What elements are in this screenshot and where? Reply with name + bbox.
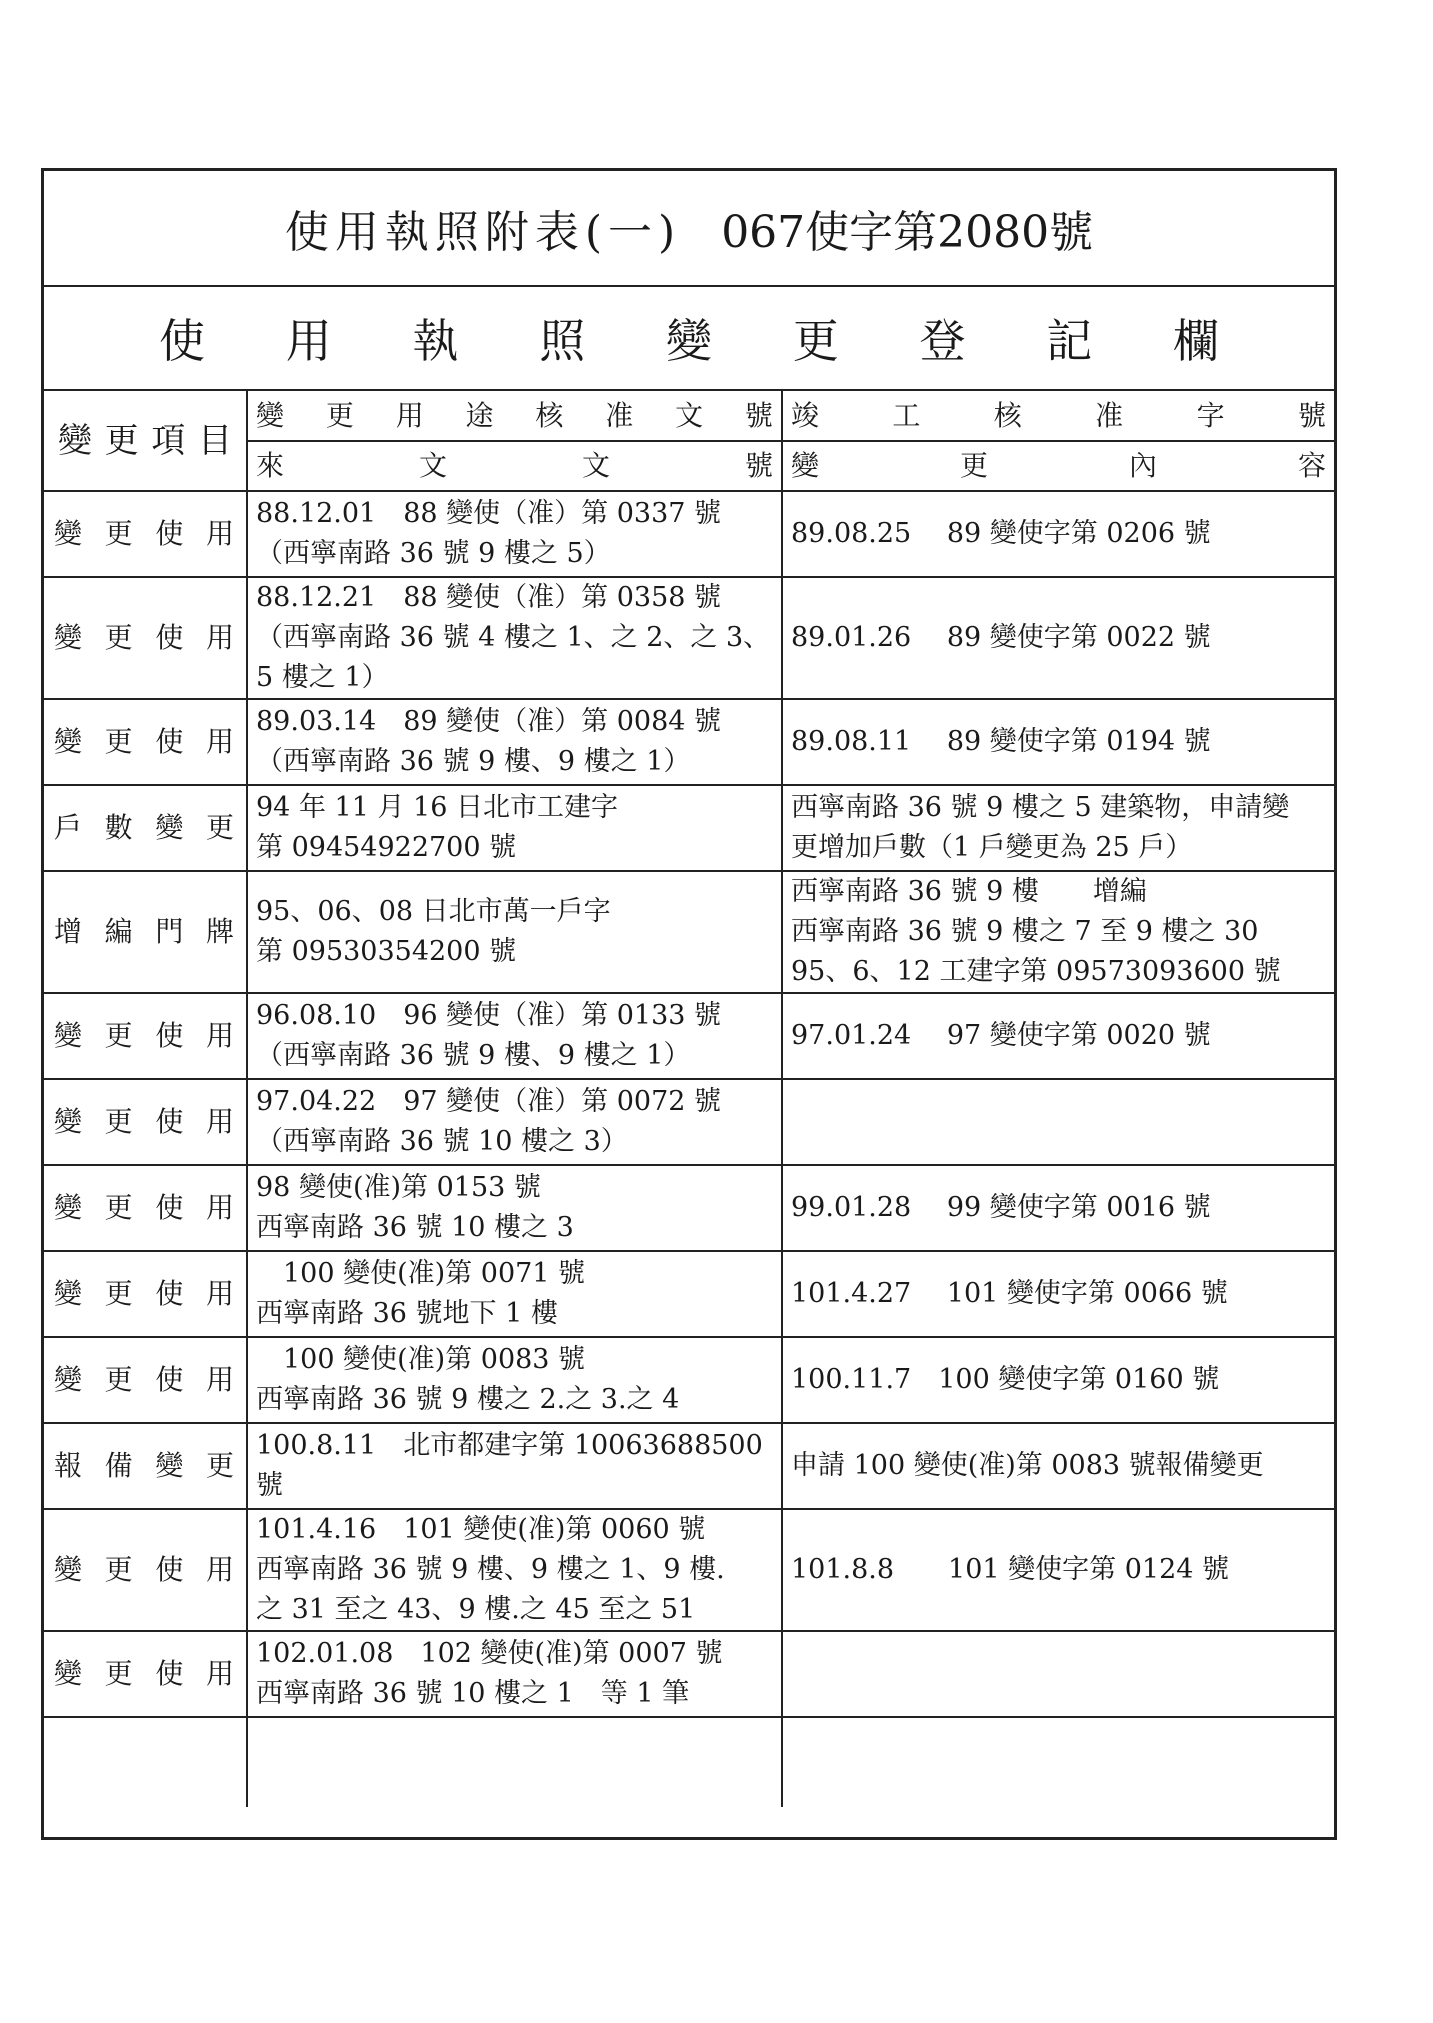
header-char: 竣 <box>791 398 820 432</box>
table-row <box>44 1423 1334 1509</box>
item-cell <box>44 1079 247 1165</box>
approval-doc-line: （西寧南路 36 號 9 樓之 5） <box>256 538 611 569</box>
item-label <box>52 1188 238 1228</box>
item-char: 備 <box>104 1449 133 1482</box>
approval-doc-line: 之 31 至之 43、9 樓.之 45 至之 51 <box>256 1594 696 1625</box>
document-title <box>44 171 1334 287</box>
approval-doc-line: 89.03.14 89 變使（准）第 0084 號 <box>256 706 722 737</box>
table-row <box>44 699 1334 785</box>
header-char: 來 <box>256 449 285 482</box>
item-char: 更 <box>104 1657 133 1690</box>
approval-doc-cell <box>247 871 782 993</box>
table-row <box>44 1165 1334 1251</box>
subtitle-text <box>159 305 1219 371</box>
approval-doc-line: 97.04.22 97 變使（准）第 0072 號 <box>256 1086 722 1117</box>
completion-cell <box>782 1165 1334 1251</box>
subtitle-char: 變 <box>666 314 712 368</box>
header-char: 號 <box>1297 398 1326 432</box>
approval-doc-line: 101.4.16 101 變使(准)第 0060 號 <box>256 1514 706 1545</box>
item-char: 用 <box>205 1657 234 1690</box>
completion-cell <box>782 1509 1334 1631</box>
header-char: 更 <box>959 449 988 482</box>
item-cell <box>44 1509 247 1631</box>
completion-line: 100.11.7 100 變使字第 0160 號 <box>791 1364 1220 1395</box>
approval-doc-line: （西寧南路 36 號 10 樓之 3） <box>256 1126 628 1157</box>
approval-doc-line: （西寧南路 36 號 9 樓、9 樓之 1） <box>256 1040 691 1071</box>
header-item-label <box>52 421 238 461</box>
item-label <box>52 1016 238 1056</box>
approval-doc-line: 西寧南路 36 號 9 樓之 2.之 3.之 4 <box>256 1384 680 1415</box>
item-char: 用 <box>205 1277 234 1310</box>
item-char: 變 <box>54 517 83 550</box>
subtitle-char: 登 <box>919 314 966 368</box>
item-label <box>52 722 238 762</box>
header-char: 准 <box>605 398 634 432</box>
approval-doc-line: 94 年 11 月 16 日北市工建字 <box>256 792 618 823</box>
item-char: 用 <box>205 517 234 550</box>
item-cell <box>44 1717 247 1807</box>
completion-line: 西寧南路 36 號 9 樓之 7 至 9 樓之 30 <box>791 916 1259 947</box>
approval-doc-line: 西寧南路 36 號地下 1 樓 <box>256 1298 558 1329</box>
title-main: 使用執照附表(一) <box>284 207 682 258</box>
completion-cell <box>782 491 1334 577</box>
approval-doc-line: 98 變使(准)第 0153 號 <box>256 1172 541 1203</box>
subtitle-char: 欄 <box>1173 314 1219 368</box>
subtitle-char: 照 <box>539 314 586 368</box>
item-label <box>52 1446 238 1486</box>
completion-line: 89.01.26 89 變使字第 0022 號 <box>791 622 1211 653</box>
item-char: 使 <box>155 1019 184 1052</box>
approval-doc-cell <box>247 577 782 699</box>
completion-line: 97.01.24 97 變使字第 0020 號 <box>791 1020 1211 1051</box>
item-char: 使 <box>155 1191 184 1224</box>
item-char: 使 <box>155 621 184 654</box>
item-label <box>52 514 238 554</box>
item-char: 變 <box>54 725 83 758</box>
header-char: 更 <box>325 398 354 432</box>
header-char: 內 <box>1128 449 1157 482</box>
header-char: 途 <box>465 398 494 432</box>
item-char: 牌 <box>205 915 234 948</box>
approval-doc-line: 96.08.10 96 變使（准）第 0133 號 <box>256 1000 722 1031</box>
completion-cell <box>782 1717 1334 1807</box>
item-cell <box>44 871 247 993</box>
approval-doc-cell <box>247 785 782 871</box>
item-cell <box>44 491 247 577</box>
table-row <box>44 1717 1334 1807</box>
approval-doc-line: 西寧南路 36 號 10 樓之 3 <box>256 1212 574 1243</box>
header-char: 文 <box>581 449 610 482</box>
approval-doc-line: 100 變使(准)第 0083 號 <box>256 1344 586 1375</box>
completion-cell <box>782 1251 1334 1337</box>
item-char: 使 <box>155 725 184 758</box>
approval-doc-line: （西寧南路 36 號 4 樓之 1、之 2、之 3、 <box>256 622 771 653</box>
item-char: 增 <box>54 915 83 948</box>
completion-line: 申請 100 變使(准)第 0083 號報備變更 <box>791 1450 1264 1481</box>
approval-doc-cell <box>247 1251 782 1337</box>
subtitle-char: 用 <box>285 314 332 368</box>
item-char: 更 <box>104 1105 133 1138</box>
completion-line: 89.08.11 89 變使字第 0194 號 <box>791 726 1211 757</box>
item-char: 變 <box>54 1363 83 1396</box>
item-label <box>52 1102 238 1142</box>
item-cell <box>44 993 247 1079</box>
document-subtitle <box>44 287 1334 391</box>
item-char: 使 <box>155 1277 184 1310</box>
table-row <box>44 1337 1334 1423</box>
item-char: 更 <box>104 1553 133 1586</box>
approval-doc-line: （西寧南路 36 號 9 樓、9 樓之 1） <box>256 746 691 777</box>
item-label <box>52 1550 238 1590</box>
header-char: 文 <box>675 398 704 432</box>
item-char: 變 <box>54 1553 83 1586</box>
item-cell <box>44 577 247 699</box>
approval-doc-cell <box>247 1509 782 1631</box>
completion-cell <box>782 577 1334 699</box>
item-char: 用 <box>205 1553 234 1586</box>
item-char: 使 <box>155 1657 184 1690</box>
header-char: 變 <box>791 449 820 482</box>
item-char: 更 <box>104 1363 133 1396</box>
table-row <box>44 1251 1334 1337</box>
subtitle-char: 使 <box>159 314 205 368</box>
header-row-top <box>44 391 1334 441</box>
approval-doc-line: 100 變使(准)第 0071 號 <box>256 1258 586 1289</box>
header-char: 變 <box>256 398 285 432</box>
header-char: 字 <box>1196 398 1225 432</box>
header-col3-top <box>782 391 1334 441</box>
item-char: 更 <box>104 1191 133 1224</box>
header-char: 核 <box>993 398 1022 432</box>
completion-cell <box>782 699 1334 785</box>
header-col2-top <box>247 391 782 441</box>
approval-doc-cell <box>247 491 782 577</box>
approval-doc-line: 西寧南路 36 號 9 樓、9 樓之 1、9 樓. <box>256 1554 725 1585</box>
completion-cell <box>782 1631 1334 1717</box>
header-item-char: 變 <box>58 420 92 461</box>
completion-cell <box>782 1423 1334 1509</box>
approval-doc-cell <box>247 993 782 1079</box>
item-char: 戶 <box>54 811 83 844</box>
item-char: 報 <box>54 1449 83 1482</box>
item-cell <box>44 785 247 871</box>
completion-line: 101.4.27 101 變使字第 0066 號 <box>791 1278 1228 1309</box>
item-cell <box>44 1251 247 1337</box>
approval-doc-line: 號 <box>256 1470 283 1501</box>
approval-doc-cell <box>247 1079 782 1165</box>
item-char: 使 <box>155 517 184 550</box>
item-label <box>52 1360 238 1400</box>
header-char: 號 <box>744 398 773 432</box>
subtitle-char: 記 <box>1046 314 1093 368</box>
completion-cell <box>782 1337 1334 1423</box>
completion-line: 更增加戶數（1 戶變更為 25 戶） <box>791 832 1193 863</box>
item-cell <box>44 699 247 785</box>
item-cell <box>44 1631 247 1717</box>
item-char: 更 <box>104 621 133 654</box>
item-label <box>52 1654 238 1694</box>
permit-sheet <box>41 168 1337 1840</box>
item-char: 使 <box>155 1105 184 1138</box>
table-row <box>44 491 1334 577</box>
item-label <box>52 1274 238 1314</box>
header-char: 用 <box>395 398 424 432</box>
item-char: 門 <box>155 915 184 948</box>
table-row <box>44 871 1334 993</box>
item-char: 變 <box>54 1191 83 1224</box>
table-row <box>44 577 1334 699</box>
item-char: 變 <box>155 1449 184 1482</box>
completion-line: 西寧南路 36 號 9 樓之 5 建築物，申請變 <box>791 792 1290 823</box>
approval-doc-cell <box>247 1165 782 1251</box>
item-char: 變 <box>54 1019 83 1052</box>
item-char: 用 <box>205 1363 234 1396</box>
completion-cell <box>782 1079 1334 1165</box>
item-char: 變 <box>54 1105 83 1138</box>
item-label <box>52 912 238 952</box>
approval-doc-cell <box>247 1423 782 1509</box>
completion-cell <box>782 993 1334 1079</box>
approval-doc-line: 第 09530354200 號 <box>256 936 517 967</box>
table-row <box>44 993 1334 1079</box>
header-item-char: 項 <box>151 420 186 461</box>
approval-doc-line: 95、06、08 日北市萬一戶字 <box>256 896 611 927</box>
item-label <box>52 808 238 848</box>
table-row <box>44 1079 1334 1165</box>
approval-doc-cell <box>247 1717 782 1807</box>
item-char: 用 <box>205 1105 234 1138</box>
table-row <box>44 785 1334 871</box>
header-char: 工 <box>892 398 921 432</box>
completion-line: 西寧南路 36 號 9 樓 增編 <box>791 876 1147 907</box>
item-char: 使 <box>155 1553 184 1586</box>
header-char: 號 <box>744 449 773 482</box>
approval-doc-line: 100.8.11 北市都建字第 10063688500 <box>256 1430 763 1461</box>
header-col3-bottom <box>782 441 1334 491</box>
header-item-cell <box>44 391 247 491</box>
item-label <box>52 618 238 658</box>
item-char: 更 <box>104 1277 133 1310</box>
table-row <box>44 1631 1334 1717</box>
approval-doc-cell <box>247 699 782 785</box>
approval-doc-cell <box>247 1337 782 1423</box>
completion-line: 89.08.25 89 變使字第 0206 號 <box>791 518 1211 549</box>
item-char: 使 <box>155 1363 184 1396</box>
approval-doc-line: 第 09454922700 號 <box>256 832 517 863</box>
completion-line: 101.8.8 101 變使字第 0124 號 <box>791 1554 1230 1585</box>
item-cell <box>44 1423 247 1509</box>
item-char: 變 <box>54 1277 83 1310</box>
item-char: 更 <box>104 1019 133 1052</box>
item-char: 編 <box>104 915 133 948</box>
completion-line: 95、6、12 工建字第 09573093600 號 <box>791 956 1281 987</box>
item-char: 更 <box>104 725 133 758</box>
item-char: 變 <box>155 811 184 844</box>
item-char: 更 <box>104 517 133 550</box>
header-char: 容 <box>1297 449 1326 482</box>
header-item-char: 目 <box>197 420 232 461</box>
header-char: 核 <box>535 398 564 432</box>
completion-cell <box>782 785 1334 871</box>
header-col2-bottom <box>247 441 782 491</box>
item-char: 用 <box>205 621 234 654</box>
change-register-table <box>44 391 1334 1807</box>
title-number: 067使字第2080號 <box>721 207 1094 258</box>
item-char: 更 <box>205 1449 234 1482</box>
item-char: 變 <box>54 1657 83 1690</box>
item-char: 更 <box>205 811 234 844</box>
completion-cell <box>782 871 1334 993</box>
header-char: 文 <box>418 449 447 482</box>
item-char: 用 <box>205 1191 234 1224</box>
subtitle-char: 執 <box>412 314 459 368</box>
subtitle-char: 更 <box>792 314 839 368</box>
item-char: 用 <box>205 1019 234 1052</box>
item-char: 變 <box>54 621 83 654</box>
header-item-char: 更 <box>104 420 139 461</box>
item-char: 數 <box>104 811 133 844</box>
table-row <box>44 1509 1334 1631</box>
item-cell <box>44 1165 247 1251</box>
approval-doc-line: 西寧南路 36 號 10 樓之 1 等 1 筆 <box>256 1678 690 1709</box>
item-cell <box>44 1337 247 1423</box>
approval-doc-line: 88.12.21 88 變使（准）第 0358 號 <box>256 582 722 613</box>
completion-line: 99.01.28 99 變使字第 0016 號 <box>791 1192 1211 1223</box>
approval-doc-line: 102.01.08 102 變使(准)第 0007 號 <box>256 1638 723 1669</box>
header-char: 准 <box>1095 398 1124 432</box>
approval-doc-cell <box>247 1631 782 1717</box>
item-char: 用 <box>205 725 234 758</box>
approval-doc-line: 88.12.01 88 變使（准）第 0337 號 <box>256 498 722 529</box>
approval-doc-line: 5 樓之 1） <box>256 662 389 693</box>
